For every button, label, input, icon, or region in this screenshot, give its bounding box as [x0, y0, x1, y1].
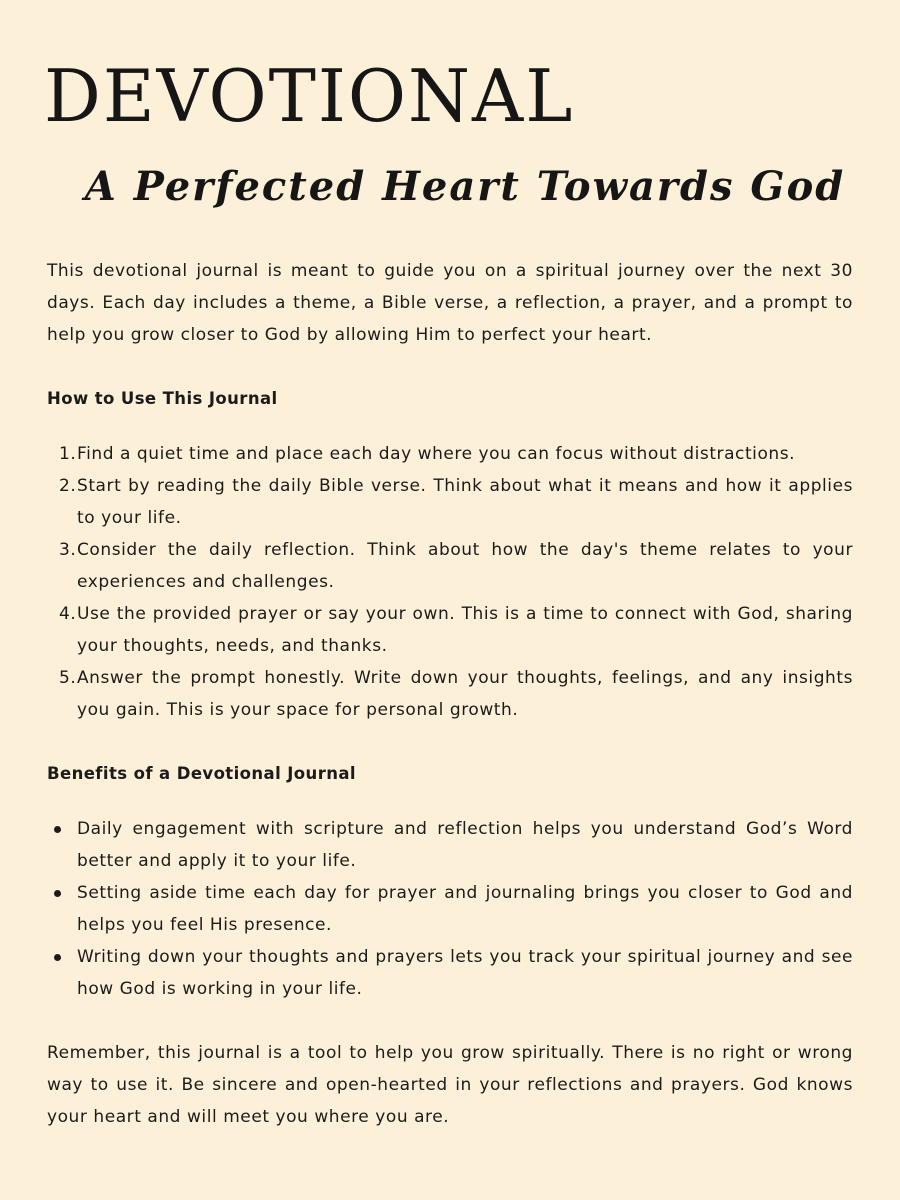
benefit-item [47, 813, 853, 877]
step-text: Find a quiet time and place each day where you can focus without distractions. [77, 444, 796, 464]
step-number: 1. [59, 444, 77, 464]
benefit-item [47, 877, 853, 941]
page-title: DEVOTIONAL [44, 54, 575, 138]
intro-paragraph: This devotional journal is meant to guide you on a spiritual journey over the next 30 days. Each day includes a theme, a Bible verse, a reflection, a prayer, and a prompt to help you grow closer to God by allowing Him to perfect your heart. [47, 261, 853, 345]
step-item [47, 598, 853, 662]
how-to-heading: How to Use This Journal [47, 389, 278, 408]
bullet-icon [54, 954, 61, 961]
step-number: 3. [59, 540, 77, 560]
benefit-text: Daily engagement with scripture and reflection helps you understand God’s Word better and apply it to your life. [77, 819, 853, 871]
step-number: 2. [59, 476, 77, 496]
step-item [47, 470, 853, 534]
step-text: Answer the prompt honestly. Write down your thoughts, feelings, and any insights you gain. This is your space for personal growth. [77, 668, 853, 720]
step-number: 5. [59, 668, 77, 688]
content [47, 255, 853, 1133]
step-item [47, 534, 853, 598]
benefit-item [47, 941, 853, 1005]
closing-paragraph: Remember, this journal is a tool to help you grow spiritually. There is no right or wrong way to use it. Be sincere and open-hearted in your reflections and prayers. God knows your heart and will meet you where you are. [47, 1043, 853, 1127]
step-text: Use the provided prayer or say your own. This is a time to connect with God, sharing your thoughts, needs, and thanks. [77, 604, 853, 656]
how-to-steps-list [47, 438, 853, 726]
benefit-text: Setting aside time each day for prayer and journaling brings you closer to God and helps you feel His presence. [77, 883, 853, 935]
step-number: 4. [59, 604, 77, 624]
benefit-text: Writing down your thoughts and prayers lets you track your spiritual journey and see how God is working in your life. [77, 947, 853, 999]
page-subtitle: A Perfected Heart Towards God [84, 163, 846, 210]
step-text: Start by reading the daily Bible verse. Think about what it means and how it applies to your life. [77, 476, 853, 528]
benefits-list [47, 813, 853, 1005]
bullet-icon [54, 826, 61, 833]
step-item [47, 438, 853, 470]
benefits-heading: Benefits of a Devotional Journal [47, 764, 356, 783]
step-text: Consider the daily reflection. Think about how the day's theme relates to your experiences and challenges. [77, 540, 853, 592]
step-item [47, 662, 853, 726]
bullet-icon [54, 890, 61, 897]
